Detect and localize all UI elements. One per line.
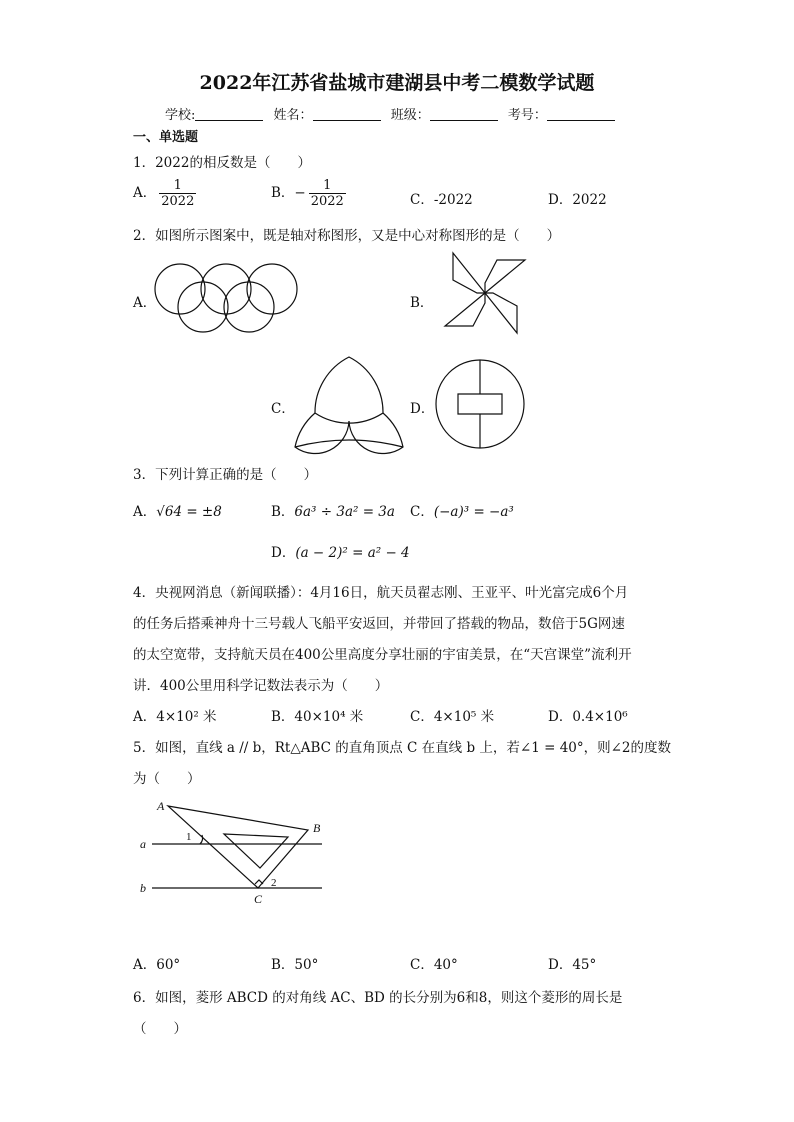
q5-option-d: D．45°	[548, 957, 597, 973]
q2-option-b-label: B．	[410, 295, 434, 311]
q5-label-B: B	[313, 821, 321, 835]
q4-line-1: 4．央视网消息（新闻联播）：4月16日，航天员翟志刚、王亚平、叶光富完成6个月	[133, 585, 629, 601]
q5-figure-triangle	[138, 796, 338, 906]
q3-option-d: D．(a − 2)² = a² − 4	[271, 545, 410, 561]
q4-option-c: C．4×10⁵ 米	[410, 709, 495, 725]
class-label: 班级：	[390, 108, 430, 123]
q5-option-c: C．40°	[410, 957, 458, 973]
page-title: 2022年江苏省盐城市建湖县中考二模数学试题	[199, 72, 595, 94]
q6-line-1: 6．如图，菱形 ABCD 的对角线 AC、BD 的长分别为6和8，则这个菱形的周长是	[133, 990, 623, 1006]
q2-figure-d-coin	[434, 358, 526, 450]
school-blank[interactable]	[195, 108, 263, 121]
q4-option-a: A．4×10² 米	[133, 709, 217, 725]
q2-figure-c-trefoil	[293, 355, 405, 453]
name-label: 姓名：	[273, 108, 313, 123]
name-blank[interactable]	[313, 108, 381, 121]
q1-stem: 1．2022的相反数是（ ）	[133, 155, 311, 171]
q5-option-b: B．50°	[271, 957, 319, 973]
school-label: 学校:	[165, 108, 196, 123]
q4-line-2: 的任务后搭乘神舟十三号载人飞船平安返回，并带回了搭载的物品，数倍于5G网速	[133, 616, 625, 632]
q1-option-c: C．-2022	[410, 192, 473, 208]
q4-line-3: 的太空宽带，支持航天员在400公里高度分享壮丽的宇宙美景，在“天宫课堂”流利开	[133, 647, 632, 663]
q1-option-d: D．2022	[548, 192, 607, 208]
number-blank[interactable]	[547, 108, 615, 121]
q4-option-b: B．40×10⁴ 米	[271, 709, 364, 725]
q5-option-a: A．60°	[133, 957, 181, 973]
q2-figure-a-rings	[150, 262, 305, 337]
q3-stem: 3．下列计算正确的是（ ）	[133, 467, 318, 483]
q2-option-d-label: D．	[410, 401, 435, 417]
class-blank[interactable]	[430, 108, 498, 121]
q5-line-1: 5．如图，直线 a // b，Rt△ABC 的直角顶点 C 在直线 b 上，若∠1 = 40°，则∠2的度数	[133, 740, 672, 756]
q2-stem: 2．如图所示图案中，既是轴对称图形，又是中心对称图形的是（ ）	[133, 228, 561, 244]
q4-option-d: D．0.4×10⁶	[548, 709, 628, 725]
q2-figure-b-pinwheel	[433, 250, 537, 336]
q1-option-b: B．− $\frac{1}{2022}$	[271, 178, 344, 209]
q3-option-c: C．(−a)³ = −a³	[410, 504, 514, 520]
q6-line-2: （ ）	[133, 1021, 187, 1037]
number-label: 考号：	[507, 108, 547, 123]
q5-label-C: C	[254, 892, 263, 906]
q2-option-c-label: C．	[271, 401, 295, 417]
q2-option-a-label: A．	[133, 295, 157, 311]
q4-line-4: 讲．400公里用科学记数法表示为（ ）	[133, 678, 389, 694]
q1-option-a: A． $\frac{1}{2022}$	[133, 178, 195, 209]
student-info-row	[165, 104, 621, 123]
q5-label-b: b	[140, 881, 146, 895]
q5-label-angle-1: 1	[186, 831, 192, 843]
q5-label-A: A	[157, 799, 165, 813]
q3-option-b: B．6a³ ÷ 3a² = 3a	[271, 504, 395, 520]
q3-option-a: A．√64 = ±8	[133, 504, 222, 520]
section-heading: 一、单选题	[133, 130, 199, 145]
q5-label-angle-2: 2	[271, 877, 277, 889]
q5-label-a: a	[140, 837, 146, 851]
q5-line-2: 为（ ）	[133, 771, 201, 787]
